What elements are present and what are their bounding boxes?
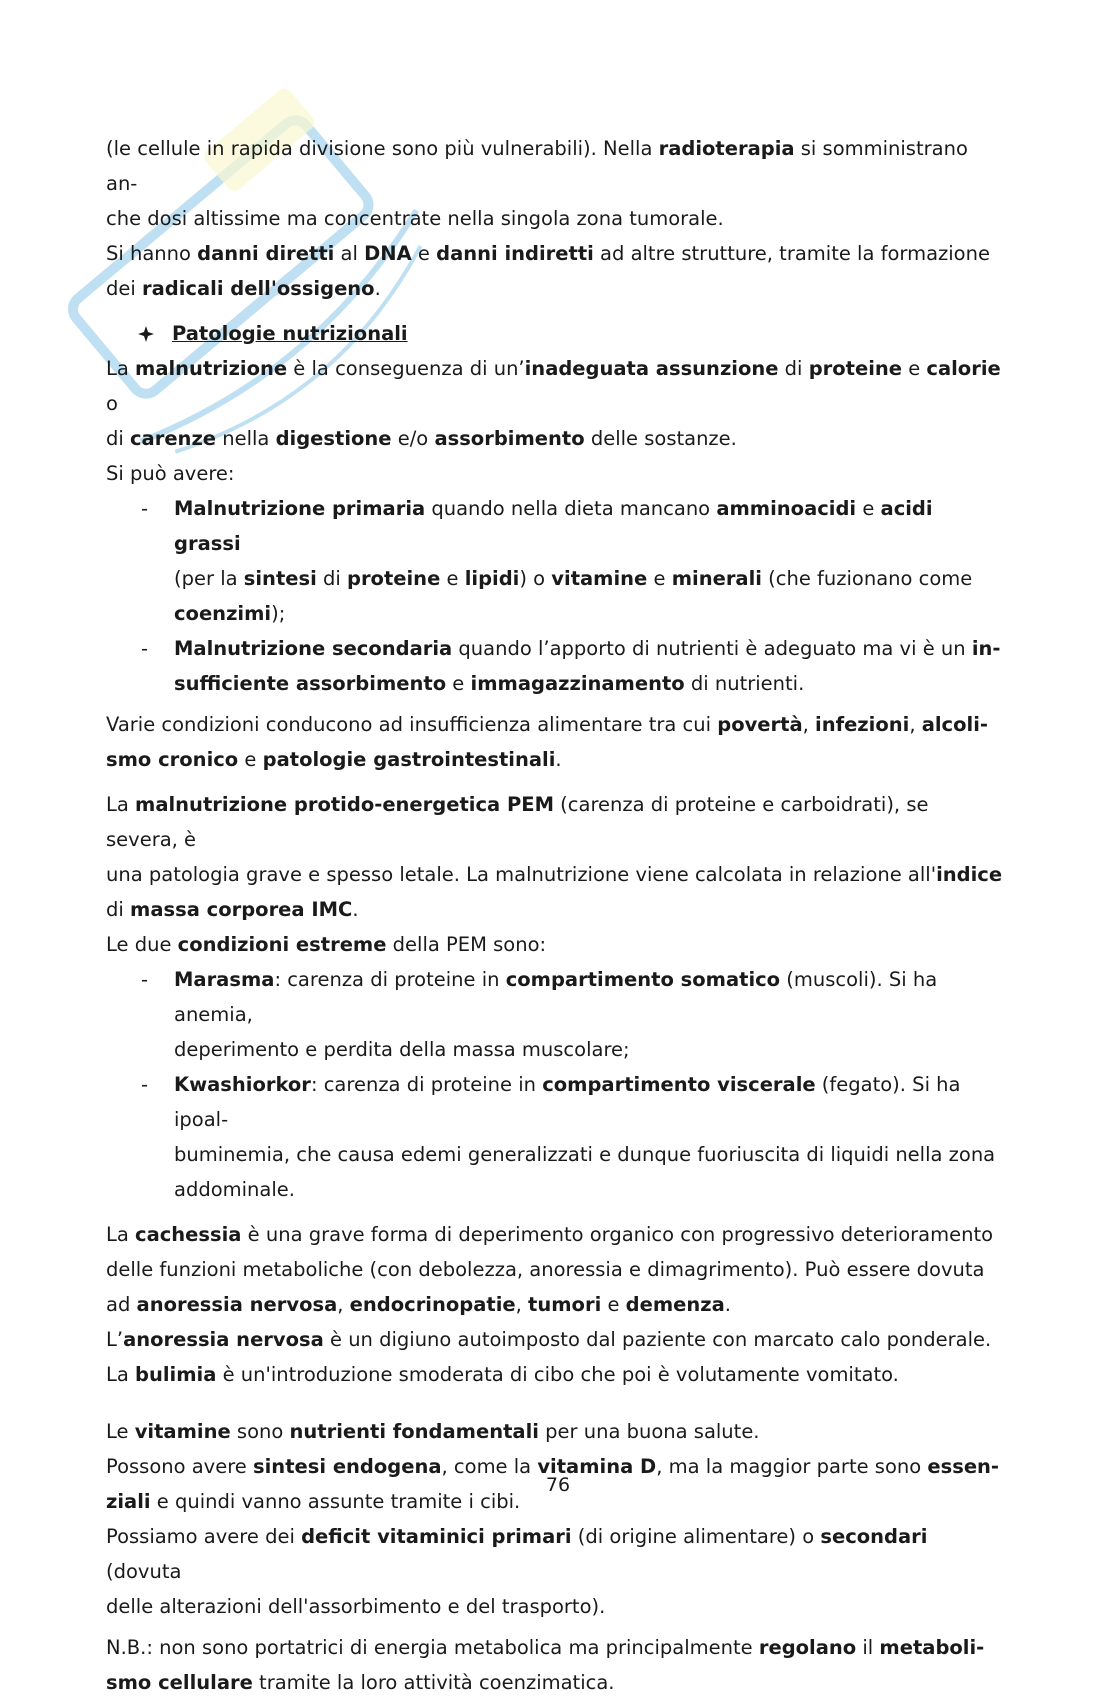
section-heading [138,316,1004,351]
list-item-secondaria: - Malnutrizione secondaria quando l’apporto di nutrienti è adeguato ma vi è un in- sufficiente assorbimento e immagazzinamento di nutrienti. [106,631,1004,701]
document-page [106,131,1004,1700]
paragraph-si-puo-avere: Si può avere: [106,462,235,485]
list-malnutrizione-types [106,491,1004,701]
paragraph-cachessia: La cachessia è una grave forma di deperimento organico con progressivo deterioramento delle funzioni metaboliche (con debolezza, anoressia e dimagrimento). Può essere dovuta ad anoressia nervosa, endocrinopatie, tumori e demenza. L’anoressia nervosa è un digiuno autoimposto dal paziente con marcato calo ponderale. La bulimia è un'introduzione smoderata di cibo che poi è volutamente vomitato. [106,1223,994,1386]
paragraph-vitamine: Le vitamine sono nutrienti fondamentali per una buona salute. Possono avere sintesi endogena, come la vitamina D, ma la maggior parte sono essen- ziali e quindi vanno assunte tramite i cibi. Possiamo avere dei deficit vitaminici primari (di origine alimentare) o secondari (dovuta delle alterazioni dell'assorbimento e del trasporto). [106,1420,1000,1618]
list-item-kwashiorkor: - Kwashiorkor: carenza di proteine in compartimento viscerale (fegato). Si ha ipoal- buminemia, che causa edemi generalizzati e dunque fuoriuscita di liquidi nella zona addominale. [106,1067,1004,1207]
paragraph-cause: Varie condizioni conducono ad insufficienza alimentare tra cui povertà, infezioni, alcoli- smo cronico e patologie gastrointestinali. [106,713,988,771]
list-item-primaria: - Malnutrizione primaria quando nella dieta mancano amminoacidi e acidi grassi (per la sintesi di proteine e lipidi) o vitamine e minerali (che fuzionano come coenzimi); [106,491,1004,631]
paragraph-danni: Si hanno danni diretti al DNA e danni indiretti ad altre strutture, tramite la formazione dei radicali dell'ossigeno. [106,242,990,300]
diamond-bullet-icon [138,326,154,342]
page-number: 76 [545,1474,571,1496]
section-title: Patologie nutrizionali [172,322,408,345]
paragraph-nb: N.B.: non sono portatrici di energia metabolica ma principalmente regolano il metaboli- smo cellulare tramite la loro attività coenzimatica. [106,1636,985,1694]
list-pem-conditions [106,962,1004,1207]
list-item-marasma: - Marasma: carenza di proteine in compartimento somatico (muscoli). Si ha anemia, deperimento e perdita della massa muscolare; [106,962,1004,1067]
paragraph-pem: La malnutrizione protido-energetica PEM (carenza di proteine e carboidrati), se severa, è una patologia grave e spesso letale. La malnutrizione viene calcolata in relazione all'indice di massa corporea IMC. Le due condizioni estreme della PEM sono: [106,793,1003,956]
paragraph-malnutrizione: La malnutrizione è la conseguenza di un’inadeguata assunzione di proteine e calorie o di carenze nella digestione e/o assorbimento delle sostanze. [106,357,1001,450]
paragraph-radioterapia: (le cellule in rapida divisione sono più vulnerabili). Nella radioterapia si somministrano an- che dosi altissime ma concentrate nella singola zona tumorale. [106,137,968,230]
